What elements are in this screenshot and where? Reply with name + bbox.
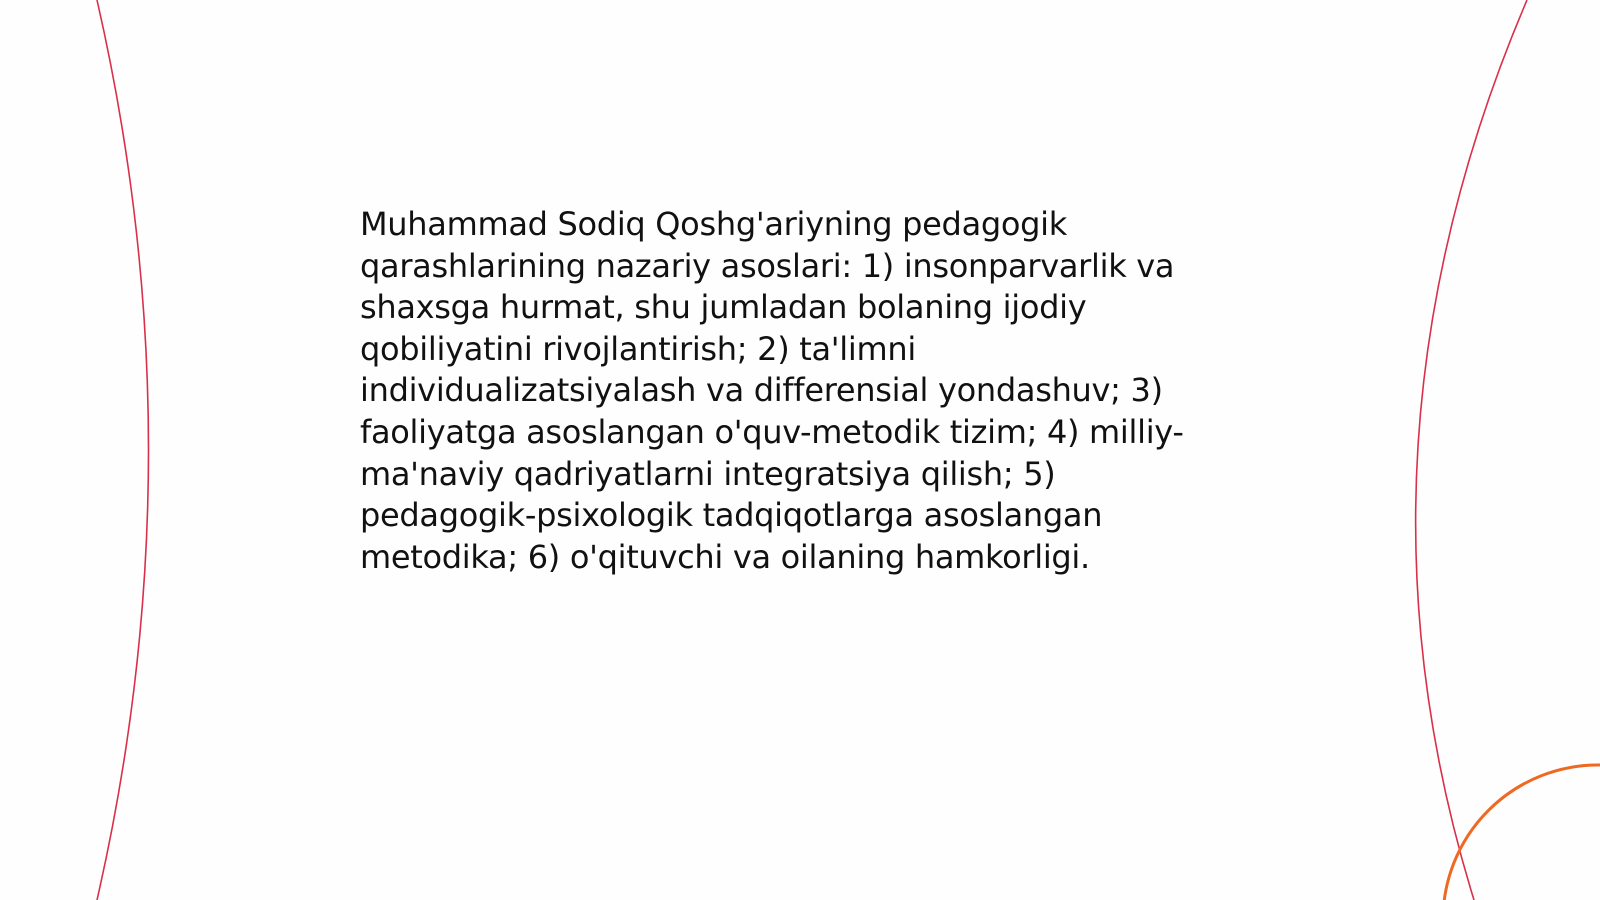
- orange-arc: [1443, 765, 1600, 900]
- left-curve: [97, 0, 149, 900]
- right-curve: [1416, 0, 1527, 900]
- body-text: Muhammad Sodiq Qoshg'ariyning pedagogik qarashlarining nazariy asoslari: 1) insonparvarlik va shaxsga hurmat, shu jumladan bolaning ijodiy qobiliyatini rivojlantirish; 2) ta'limni individualizatsiyalash va differensial yondashuv; 3) faoliyatga asoslangan o'quv-metodik tizim; 4) milliy- ma'naviy qadriyatlarni integratsiya qilish; 5) pedagogik-psixologik tadqiqotlarga asoslangan metodika; 6) o'qituvchi va oilaning hamkorligi.: [360, 205, 1184, 576]
